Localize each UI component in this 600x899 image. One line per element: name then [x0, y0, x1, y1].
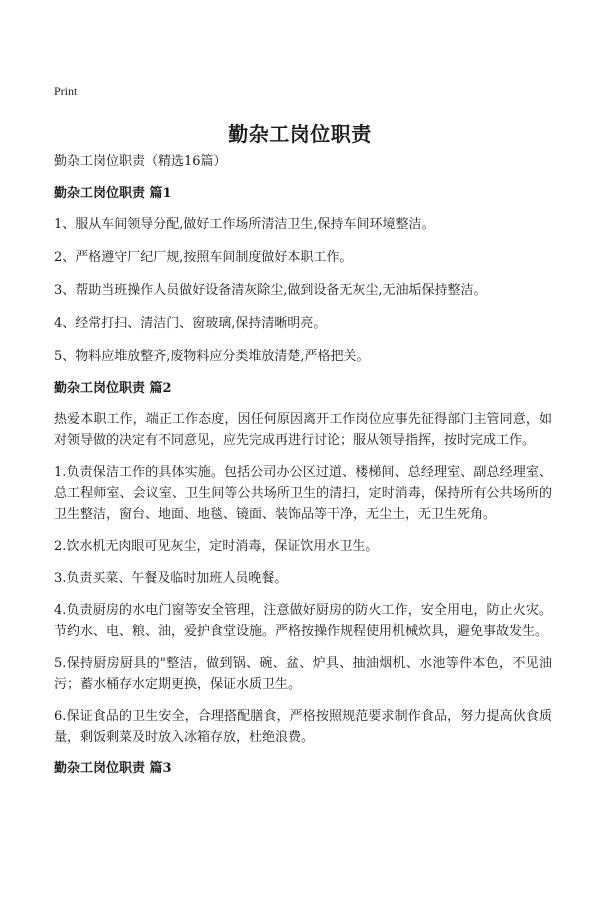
paragraph: 1.负责保洁工作的具体实施。包括公司办公区过道、楼梯间、总经理室、副总经理室、总工程师室、会议室、卫生间等公共场所卫生的清扫，定时消毒，保持所有公共场所的卫生整洁，窗台、地面、地毯、镜面、装饰品等干净，无尘土，无卫生死角。 [54, 465, 552, 522]
page-title: 勤杂工岗位职责 [228, 122, 372, 146]
section-heading: 勤杂工岗位职责 篇1 [54, 186, 172, 201]
paragraph: 4、经常打扫、清洁门、窗玻璃,保持清晰明亮。 [54, 316, 327, 331]
paragraph: 6.保证食品的卫生安全，合理搭配膳食，严格按照规范要求制作食品，努力提高伙食质量，剩饭剩菜及时放入冰箱存放，杜绝浪费。 [54, 709, 552, 745]
paragraph: 4.负责厨房的水电门窗等安全管理，注意做好厨房的防火工作，安全用电，防止火灾。节约水、电、粮、油，爱护食堂设施。严格按操作规程使用机械炊具，避免事故发生。 [54, 603, 552, 639]
paragraph: 3、帮助当班操作人员做好设备清灰除尘,做到设备无灰尘,无油垢保持整洁。 [54, 283, 487, 298]
paragraph: 2.饮水机无肉眼可见灰尘，定时消毒，保证饮用水卫生。 [54, 539, 379, 554]
paragraph: 5、物料应堆放整齐,废物料应分类堆放清楚,严格把关。 [54, 349, 370, 364]
section-heading: 勤杂工岗位职责 篇2 [54, 381, 172, 396]
paragraph: 1、服从车间领导分配,做好工作场所清洁卫生,保持车间环境整洁。 [54, 217, 435, 232]
paragraph: 2、严格遵守厂纪厂规,按照车间制度做好本职工作。 [54, 250, 353, 265]
section-heading: 勤杂工岗位职责 篇3 [54, 761, 172, 776]
paragraph: 3.负责买菜、午餐及临时加班人员晚餐。 [54, 571, 288, 586]
paragraph: 热爱本职工作，端正工作态度，因任何原因离开工作岗位应事先征得部门主管同意，如对领导做的决定有不同意见，应先完成再进行讨论；服从领导指挥，按时完成工作。 [54, 412, 552, 448]
print-link[interactable]: Print [54, 84, 78, 98]
document-body [54, 152, 552, 789]
paragraph: 5.保持厨房厨具的"整洁，做到锅、碗、盆、炉具、抽油烟机、水池等件本色，不见油污；蓄水桶存水定期更换，保证水质卫生。 [54, 656, 552, 692]
document-subtitle: 勤杂工岗位职责（精选16篇） [54, 154, 227, 169]
